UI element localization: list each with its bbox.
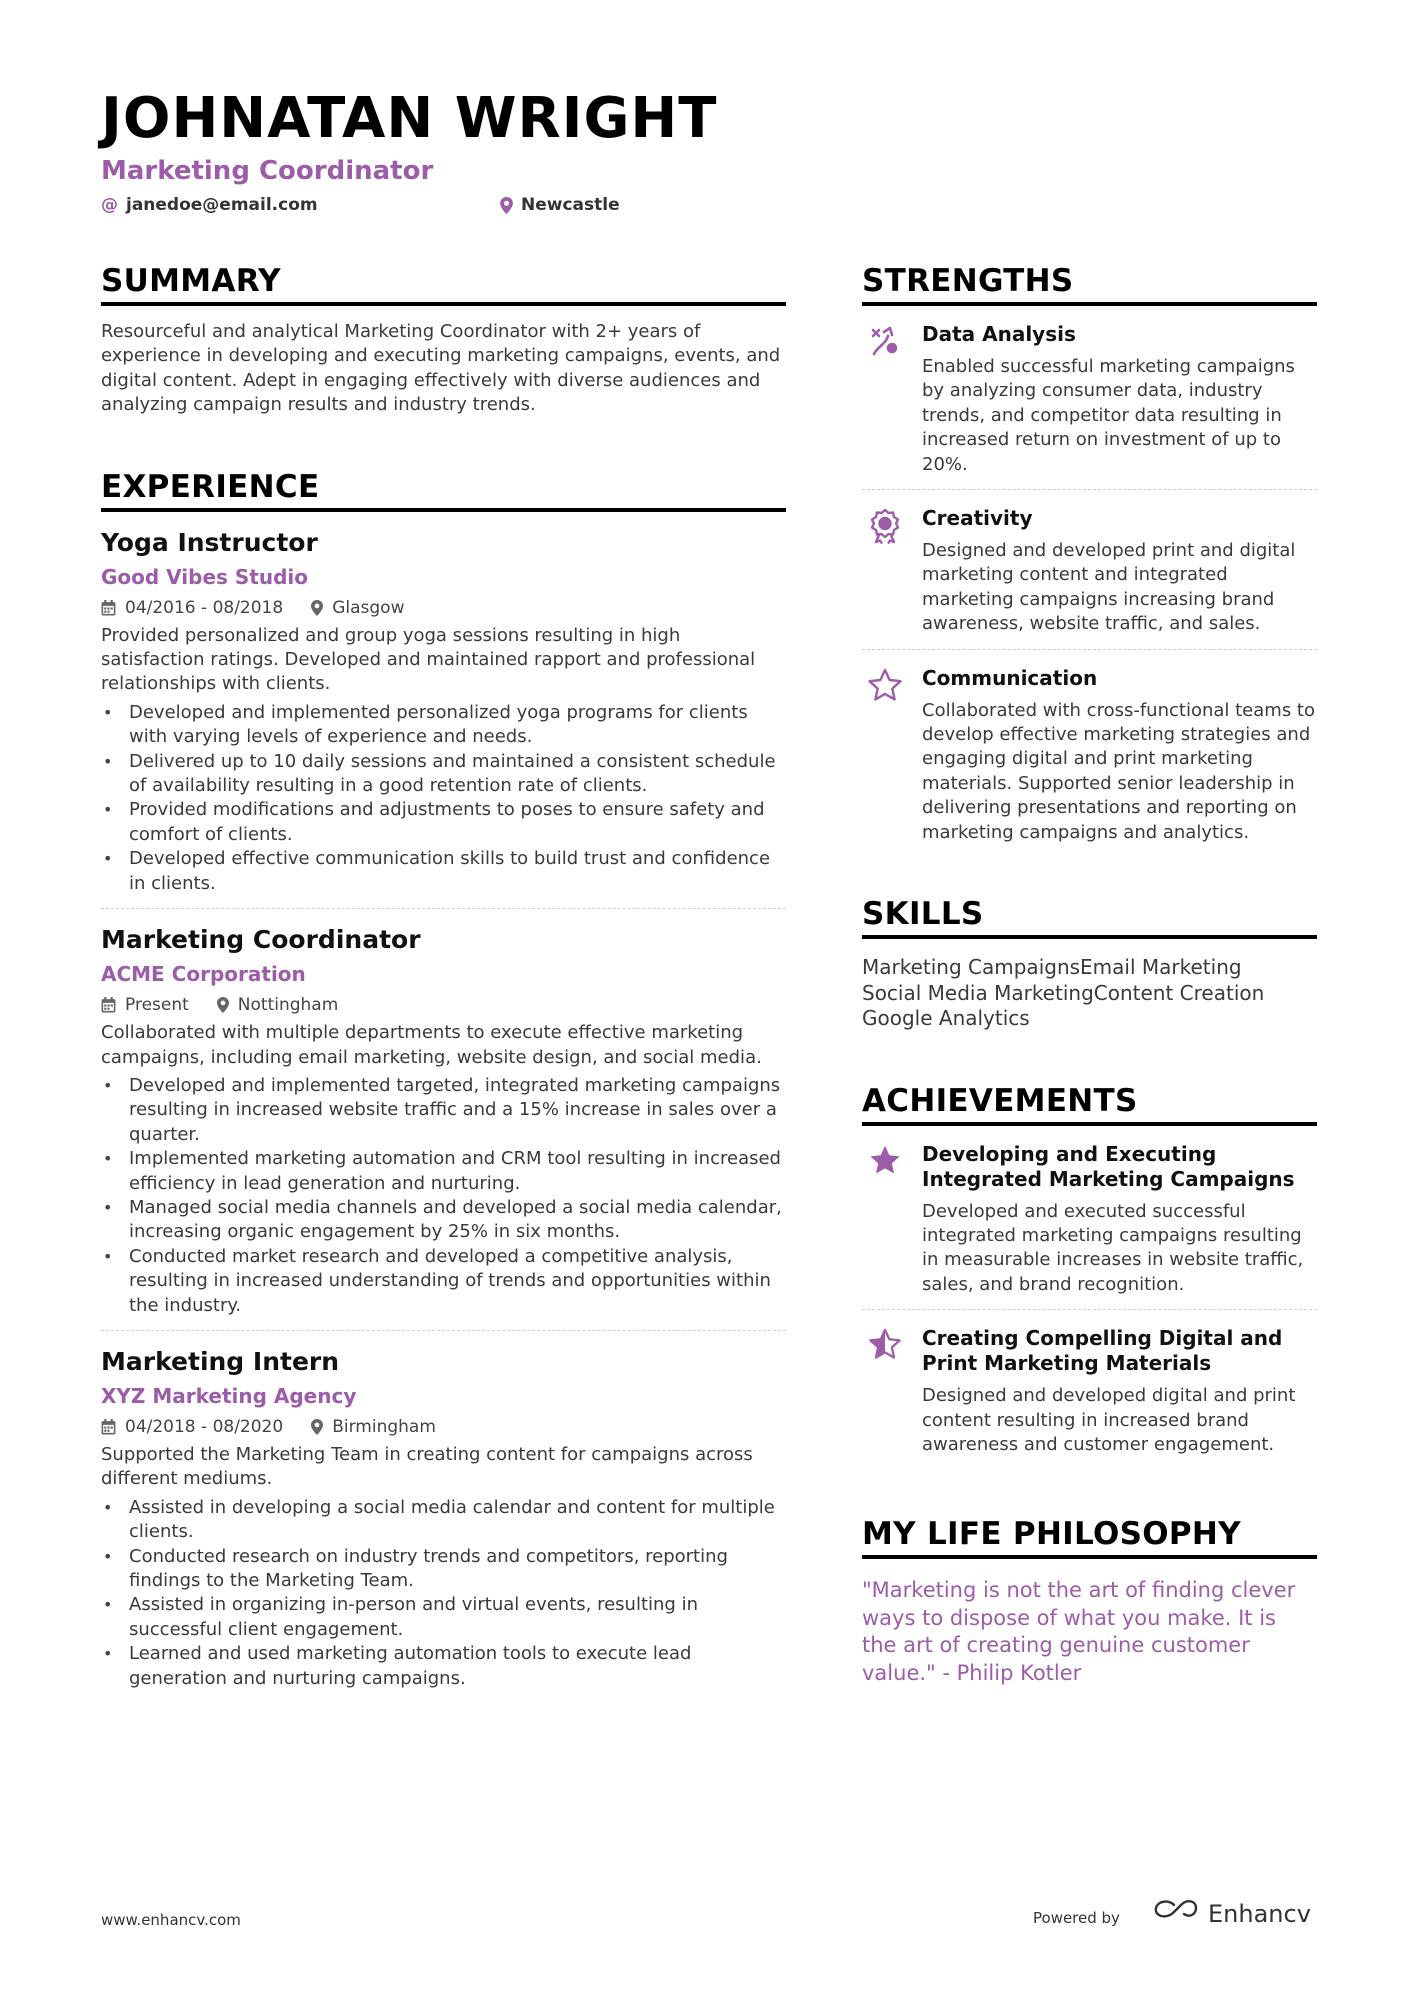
job-title: Yoga Instructor <box>101 527 318 557</box>
achievement-body <box>922 1326 1317 1457</box>
enhancv-logo-icon <box>1152 1898 1200 1930</box>
job-location <box>311 1415 436 1439</box>
job-dates-text: Present <box>125 995 189 1016</box>
skills-list <box>862 955 1317 1032</box>
achievement-description: Developed and executed successful integrated marketing campaigns resulting in measurable increases in website traffic, sales, and brand recognition. <box>922 1200 1304 1295</box>
achievement-item <box>862 1126 1317 1311</box>
achievements-section <box>862 1082 1317 1470</box>
job-dates-text: 04/2016 - 08/2018 <box>125 597 284 618</box>
achievement-item <box>862 1310 1317 1469</box>
strength-title: Communication <box>922 665 1098 690</box>
summary-text: Resourceful and analytical Marketing Coordinator with 2+ years of experience in developing and executing marketing campaigns, events, and digital content. Adept in engaging effectively with diverse audiences and analyzing campaign results and industry trends. <box>101 321 781 416</box>
achievement-title: Developing and Executing Integrated Marketing Campaigns <box>922 1141 1295 1191</box>
job-dates <box>101 596 283 620</box>
job-title: Marketing Intern <box>101 1346 340 1376</box>
brand-logo[interactable] <box>1152 1898 1311 1930</box>
strength-title: Data Analysis <box>922 322 1076 346</box>
star-outline-icon <box>862 666 908 845</box>
job-bullets <box>101 1074 786 1318</box>
job-entry <box>101 512 786 909</box>
email-text: janedoe@email.com <box>126 195 318 215</box>
experience-section <box>101 468 786 1703</box>
job-bullet: • Managed social media channels and developed a social media calendar, increasing organic engagement by 25% in six months. <box>101 1196 786 1245</box>
job-title: Marketing Coordinator <box>101 925 421 955</box>
at-sign-icon: @ <box>101 195 118 215</box>
skills-section <box>862 895 1317 1032</box>
footer-url[interactable]: www.enhancv.com <box>101 1911 241 1929</box>
candidate-name: JOHNATAN WRIGHT <box>101 86 718 151</box>
job-meta <box>101 1415 786 1439</box>
skill-item: Marketing Campaigns <box>862 955 1081 980</box>
strength-body <box>922 666 1317 845</box>
skill-item: Content Creation <box>1093 980 1265 1005</box>
philosophy-quote: "Marketing is not the art of finding clever ways to dispose of what you make. It is the art of creating genuine customer value." - Philip Kotler <box>862 1578 1296 1685</box>
job-bullet: • Provided modifications and adjustments to poses to ensure safety and comfort of clients. <box>101 798 786 847</box>
location-pin-icon <box>500 197 513 214</box>
strength-title: Creativity <box>922 506 1033 531</box>
summary-heading: SUMMARY <box>101 262 786 306</box>
job-bullet: • Assisted in organizing in-person and virtual events, resulting in successful client engagement. <box>101 1593 786 1642</box>
job-bullet: • Assisted in developing a social media calendar and content for multiple clients. <box>101 1496 786 1545</box>
job-bullet: • Developed effective communication skills to build trust and confidence in clients. <box>101 847 786 896</box>
job-company: ACME Corporation <box>101 962 306 987</box>
job-meta <box>101 596 786 620</box>
skill-item: Email Marketing <box>1080 955 1242 980</box>
summary-section <box>101 262 786 418</box>
calendar-icon <box>101 600 116 616</box>
calendar-icon <box>101 997 116 1013</box>
skills-heading: SKILLS <box>862 895 1317 939</box>
strength-body <box>922 322 1317 477</box>
candidate-role: Marketing Coordinator <box>101 156 434 186</box>
location-pin-icon <box>217 997 229 1013</box>
job-meta <box>101 993 786 1017</box>
achievements-heading: ACHIEVEMENTS <box>862 1082 1317 1126</box>
strength-description: Collaborated with cross-functional teams to develop effective marketing strategies and engaging digital and print marketing materials. Supported senior leadership in delivering presentations and reporting on marketing campaigns and analytics. <box>922 699 1315 843</box>
job-location-text: Nottingham <box>237 995 339 1016</box>
location-text: Newcastle <box>521 195 620 215</box>
strength-description: Designed and developed print and digital marketing content and integrated marketing campaigns increasing brand awareness, website traffic, and sales. <box>922 540 1296 635</box>
job-entry <box>101 909 786 1331</box>
job-bullet: • Learned and used marketing automation tools to execute lead generation and nurturing campaigns. <box>101 1642 786 1691</box>
job-description: Provided personalized and group yoga sessions resulting in high satisfaction ratings. Developed and maintained rapport and professional relationships with clients. <box>101 624 756 695</box>
left-column <box>101 262 786 1741</box>
achievement-body <box>922 1142 1317 1298</box>
star-filled-icon <box>862 1142 908 1298</box>
strength-description: Enabled successful marketing campaigns by analyzing consumer data, industry trends, and competitor data resulting in increased return on investment of up to 20%. <box>922 356 1295 475</box>
job-bullet: • Developed and implemented targeted, integrated marketing campaigns resulting in increased website traffic and a 15% increase in sales over a quarter. <box>101 1074 786 1147</box>
right-column <box>862 262 1317 1725</box>
data-analysis-icon <box>862 322 908 477</box>
job-dates <box>101 1415 283 1439</box>
job-description: Collaborated with multiple departments to execute effective marketing campaigns, including email marketing, website design, and social media. <box>101 1022 762 1068</box>
job-bullet: • Conducted research on industry trends and competitors, reporting findings to the Marketing Team. <box>101 1545 786 1594</box>
job-description: Supported the Marketing Team in creating content for campaigns across different mediums. <box>101 1443 753 1490</box>
philosophy-section <box>862 1515 1317 1687</box>
star-half-icon <box>862 1326 908 1457</box>
job-dates <box>101 993 189 1017</box>
philosophy-heading: MY LIFE PHILOSOPHY <box>862 1515 1317 1559</box>
contact-email[interactable] <box>101 193 318 217</box>
strengths-section <box>862 262 1317 857</box>
job-bullet: • Conducted market research and developed a competitive analysis, resulting in increased understanding of trends and opportunities within the industry. <box>101 1245 786 1318</box>
job-location-text: Glasgow <box>332 597 405 618</box>
calendar-icon <box>101 1419 116 1435</box>
strength-item <box>862 650 1317 857</box>
job-bullets <box>101 1496 786 1691</box>
achievement-title: Creating Compelling Digital and Print Marketing Materials <box>922 1326 1283 1376</box>
job-dates-text: 04/2018 - 08/2020 <box>125 1416 284 1437</box>
job-company: XYZ Marketing Agency <box>101 1383 357 1408</box>
job-bullet: • Developed and implemented personalized yoga programs for clients with varying levels of experience and needs. <box>101 701 786 750</box>
job-entry <box>101 1331 786 1703</box>
skill-item: Google Analytics <box>862 1006 1030 1031</box>
skill-item: Social Media Marketing <box>862 980 1094 1005</box>
job-company: Good Vibes Studio <box>101 564 309 589</box>
job-location-text: Birmingham <box>332 1416 436 1437</box>
contact-location <box>500 193 620 217</box>
job-location <box>311 596 404 620</box>
location-pin-icon <box>311 1419 323 1435</box>
job-location <box>217 993 339 1017</box>
job-bullet: • Implemented marketing automation and CRM tool resulting in increased efficiency in lead generation and nurturing. <box>101 1147 786 1196</box>
strength-item <box>862 306 1317 490</box>
job-bullets <box>101 701 786 896</box>
award-badge-icon <box>862 506 908 637</box>
brand-name: Enhancv <box>1208 1900 1311 1928</box>
achievement-description: Designed and developed digital and print content resulting in increased brand awareness and customer engagement. <box>922 1385 1296 1456</box>
job-bullet: • Delivered up to 10 daily sessions and maintained a consistent schedule of availability resulting in a good retention rate of clients. <box>101 750 786 799</box>
powered-by-label: Powered by <box>1033 1909 1120 1927</box>
location-pin-icon <box>311 600 323 616</box>
experience-heading: EXPERIENCE <box>101 468 786 512</box>
strengths-heading: STRENGTHS <box>862 262 1317 306</box>
strength-body <box>922 506 1317 637</box>
strength-item <box>862 490 1317 650</box>
